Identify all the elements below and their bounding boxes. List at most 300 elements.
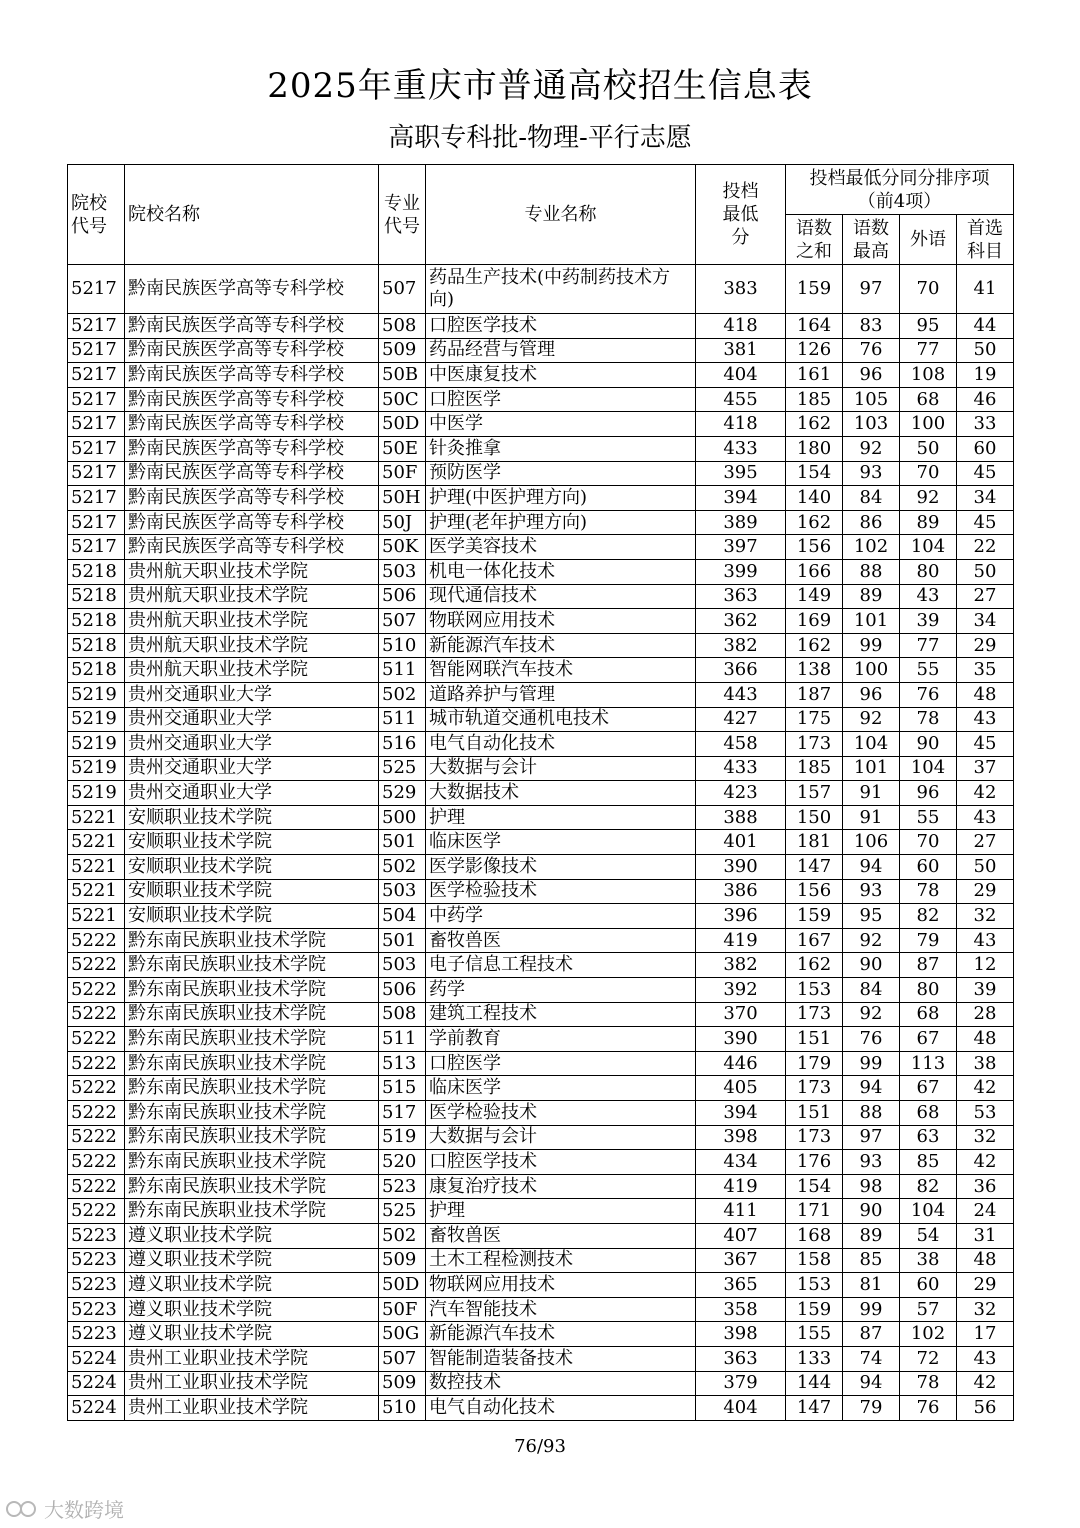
- cell-school-name: 安顺职业技术学院: [125, 879, 379, 904]
- cell-school-code: 5218: [68, 559, 125, 584]
- cell-major-name: 电气自动化技术: [426, 1396, 696, 1421]
- cell-min-score: 381: [696, 338, 786, 363]
- cell-foreign-language: 85: [900, 1150, 957, 1175]
- cell-school-code: 5219: [68, 781, 125, 806]
- cell-foreign-language: 57: [900, 1297, 957, 1322]
- cell-major-code: 50D: [379, 412, 426, 437]
- cell-first-elective: 43: [957, 805, 1014, 830]
- cell-min-score: 396: [696, 904, 786, 929]
- cell-chinese-math-max: 101: [843, 756, 900, 781]
- cell-major-code: 506: [379, 978, 426, 1003]
- cell-chinese-math-max: 79: [843, 1396, 900, 1421]
- cell-school-code: 5217: [68, 510, 125, 535]
- cell-min-score: 401: [696, 830, 786, 855]
- watermark-logo-icon: [4, 1498, 40, 1520]
- document-subtitle: 高职专科批-物理-平行志愿: [388, 123, 692, 153]
- cell-major-name: 中医康复技术: [426, 363, 696, 388]
- cell-school-name: 黔南民族医学高等专科学校: [125, 363, 379, 388]
- cell-chinese-math-sum: 173: [786, 1002, 843, 1027]
- cell-min-score: 363: [696, 584, 786, 609]
- cell-chinese-math-sum: 185: [786, 756, 843, 781]
- cell-foreign-language: 100: [900, 412, 957, 437]
- cell-school-name: 黔东南民族职业技术学院: [125, 1199, 379, 1224]
- cell-min-score: 398: [696, 1322, 786, 1347]
- cell-school-code: 5224: [68, 1346, 125, 1371]
- cell-foreign-language: 67: [900, 1027, 957, 1052]
- cell-major-name: 大数据与会计: [426, 756, 696, 781]
- cell-first-elective: 48: [957, 1248, 1014, 1273]
- cell-foreign-language: 78: [900, 1371, 957, 1396]
- cell-min-score: 399: [696, 559, 786, 584]
- cell-foreign-language: 102: [900, 1322, 957, 1347]
- cell-min-score: 363: [696, 1346, 786, 1371]
- table-row: [68, 559, 1014, 584]
- cell-foreign-language: 90: [900, 732, 957, 757]
- cell-school-name: 黔南民族医学高等专科学校: [125, 535, 379, 560]
- cell-min-score: 394: [696, 1101, 786, 1126]
- cell-major-name: 建筑工程技术: [426, 1002, 696, 1027]
- cell-min-score: 370: [696, 1002, 786, 1027]
- cell-foreign-language: 77: [900, 633, 957, 658]
- cell-major-code: 511: [379, 707, 426, 732]
- cell-school-code: 5223: [68, 1223, 125, 1248]
- cell-school-code: 5222: [68, 1174, 125, 1199]
- cell-chinese-math-max: 74: [843, 1346, 900, 1371]
- cell-major-code: 503: [379, 953, 426, 978]
- cell-school-code: 5221: [68, 805, 125, 830]
- cell-first-elective: 48: [957, 682, 1014, 707]
- cell-chinese-math-sum: 147: [786, 855, 843, 880]
- cell-major-code: 501: [379, 928, 426, 953]
- cell-chinese-math-max: 106: [843, 830, 900, 855]
- cell-foreign-language: 82: [900, 904, 957, 929]
- cell-major-name: 现代通信技术: [426, 584, 696, 609]
- admission-table: [67, 164, 1014, 1421]
- cell-chinese-math-max: 93: [843, 879, 900, 904]
- cell-chinese-math-sum: 179: [786, 1051, 843, 1076]
- cell-major-name: 中医学: [426, 412, 696, 437]
- cell-major-name: 城市轨道交通机电技术: [426, 707, 696, 732]
- cell-first-elective: 36: [957, 1174, 1014, 1199]
- cell-min-score: 427: [696, 707, 786, 732]
- cell-foreign-language: 104: [900, 535, 957, 560]
- cell-school-name: 贵州交通职业大学: [125, 781, 379, 806]
- cell-school-code: 5217: [68, 412, 125, 437]
- cell-min-score: 405: [696, 1076, 786, 1101]
- cell-major-code: 50E: [379, 436, 426, 461]
- cell-first-elective: 43: [957, 928, 1014, 953]
- table-row: [68, 314, 1014, 339]
- cell-major-name: 机电一体化技术: [426, 559, 696, 584]
- cell-chinese-math-max: 84: [843, 486, 900, 511]
- cell-foreign-language: 43: [900, 584, 957, 609]
- cell-major-name: 土木工程检测技术: [426, 1248, 696, 1273]
- cell-school-name: 安顺职业技术学院: [125, 855, 379, 880]
- cell-chinese-math-max: 94: [843, 1371, 900, 1396]
- cell-major-name: 药学: [426, 978, 696, 1003]
- cell-first-elective: 19: [957, 363, 1014, 388]
- cell-school-name: 黔南民族医学高等专科学校: [125, 338, 379, 363]
- cell-school-name: 黔东南民族职业技术学院: [125, 1002, 379, 1027]
- cell-min-score: 419: [696, 928, 786, 953]
- cell-major-code: 50K: [379, 535, 426, 560]
- cell-chinese-math-sum: 149: [786, 584, 843, 609]
- cell-min-score: 404: [696, 1396, 786, 1421]
- cell-min-score: 407: [696, 1223, 786, 1248]
- cell-school-code: 5217: [68, 363, 125, 388]
- cell-chinese-math-max: 96: [843, 363, 900, 388]
- cell-school-code: 5222: [68, 928, 125, 953]
- cell-major-code: 50F: [379, 461, 426, 486]
- cell-school-name: 黔东南民族职业技术学院: [125, 953, 379, 978]
- cell-major-name: 医学影像技术: [426, 855, 696, 880]
- cell-major-code: 525: [379, 756, 426, 781]
- cell-foreign-language: 113: [900, 1051, 957, 1076]
- cell-min-score: 358: [696, 1297, 786, 1322]
- cell-chinese-math-max: 95: [843, 904, 900, 929]
- cell-foreign-language: 78: [900, 879, 957, 904]
- cell-major-code: 507: [379, 609, 426, 634]
- cell-major-code: 510: [379, 633, 426, 658]
- cell-chinese-math-max: 89: [843, 584, 900, 609]
- cell-school-name: 贵州工业职业技术学院: [125, 1346, 379, 1371]
- cell-major-name: 口腔医学: [426, 1051, 696, 1076]
- cell-foreign-language: 80: [900, 978, 957, 1003]
- cell-min-score: 433: [696, 436, 786, 461]
- cell-chinese-math-sum: 138: [786, 658, 843, 683]
- cell-school-name: 安顺职业技术学院: [125, 904, 379, 929]
- cell-first-elective: 50: [957, 855, 1014, 880]
- cell-school-name: 贵州航天职业技术学院: [125, 609, 379, 634]
- cell-first-elective: 33: [957, 412, 1014, 437]
- cell-first-elective: 41: [957, 265, 1014, 314]
- cell-school-code: 5222: [68, 953, 125, 978]
- table-row: [68, 855, 1014, 880]
- cell-foreign-language: 80: [900, 559, 957, 584]
- cell-first-elective: 32: [957, 904, 1014, 929]
- cell-major-code: 509: [379, 338, 426, 363]
- cell-first-elective: 34: [957, 486, 1014, 511]
- header-school-code: 院校代号: [68, 165, 125, 265]
- cell-major-code: 50H: [379, 486, 426, 511]
- cell-first-elective: 45: [957, 510, 1014, 535]
- cell-foreign-language: 104: [900, 756, 957, 781]
- cell-chinese-math-max: 92: [843, 436, 900, 461]
- cell-school-name: 黔南民族医学高等专科学校: [125, 387, 379, 412]
- table-row: [68, 1051, 1014, 1076]
- cell-major-name: 康复治疗技术: [426, 1174, 696, 1199]
- cell-min-score: 390: [696, 1027, 786, 1052]
- header-min-score: 投档最低分: [696, 165, 786, 265]
- table-row: [68, 1101, 1014, 1126]
- cell-major-code: 50D: [379, 1273, 426, 1298]
- cell-school-name: 贵州交通职业大学: [125, 682, 379, 707]
- cell-major-code: 50C: [379, 387, 426, 412]
- cell-chinese-math-sum: 175: [786, 707, 843, 732]
- cell-major-code: 507: [379, 1346, 426, 1371]
- cell-first-elective: 43: [957, 707, 1014, 732]
- cell-major-code: 511: [379, 658, 426, 683]
- cell-min-score: 395: [696, 461, 786, 486]
- cell-first-elective: 28: [957, 1002, 1014, 1027]
- cell-chinese-math-max: 99: [843, 633, 900, 658]
- cell-school-code: 5222: [68, 1076, 125, 1101]
- cell-major-code: 507: [379, 265, 426, 314]
- cell-min-score: 367: [696, 1248, 786, 1273]
- table-row: [68, 658, 1014, 683]
- cell-foreign-language: 77: [900, 338, 957, 363]
- cell-school-name: 黔东南民族职业技术学院: [125, 1027, 379, 1052]
- cell-chinese-math-max: 93: [843, 1150, 900, 1175]
- cell-school-code: 5222: [68, 1002, 125, 1027]
- table-row: [68, 805, 1014, 830]
- cell-chinese-math-sum: 168: [786, 1223, 843, 1248]
- cell-school-name: 黔南民族医学高等专科学校: [125, 510, 379, 535]
- cell-major-name: 预防医学: [426, 461, 696, 486]
- table-row: [68, 707, 1014, 732]
- table-row: [68, 1223, 1014, 1248]
- cell-major-name: 护理: [426, 1199, 696, 1224]
- cell-major-code: 523: [379, 1174, 426, 1199]
- cell-major-name: 智能网联汽车技术: [426, 658, 696, 683]
- cell-first-elective: 50: [957, 338, 1014, 363]
- cell-school-code: 5217: [68, 436, 125, 461]
- cell-foreign-language: 108: [900, 363, 957, 388]
- cell-min-score: 383: [696, 265, 786, 314]
- cell-school-code: 5224: [68, 1371, 125, 1396]
- cell-foreign-language: 89: [900, 510, 957, 535]
- cell-chinese-math-sum: 153: [786, 1273, 843, 1298]
- cell-min-score: 398: [696, 1125, 786, 1150]
- header-school-name: 院校名称: [125, 165, 379, 265]
- cell-major-name: 物联网应用技术: [426, 1273, 696, 1298]
- cell-major-name: 电气自动化技术: [426, 732, 696, 757]
- cell-chinese-math-sum: 133: [786, 1346, 843, 1371]
- cell-school-code: 5223: [68, 1297, 125, 1322]
- cell-min-score: 458: [696, 732, 786, 757]
- cell-major-name: 智能制造装备技术: [426, 1346, 696, 1371]
- cell-school-name: 黔南民族医学高等专科学校: [125, 461, 379, 486]
- cell-min-score: 404: [696, 363, 786, 388]
- cell-foreign-language: 63: [900, 1125, 957, 1150]
- cell-school-code: 5218: [68, 633, 125, 658]
- cell-first-elective: 27: [957, 830, 1014, 855]
- cell-major-code: 502: [379, 1223, 426, 1248]
- document-title: 2025年重庆市普通高校招生信息表: [267, 66, 813, 106]
- cell-major-name: 大数据技术: [426, 781, 696, 806]
- table-row: [68, 1297, 1014, 1322]
- cell-major-code: 517: [379, 1101, 426, 1126]
- cell-chinese-math-sum: 162: [786, 953, 843, 978]
- header-major-code: 专业代号: [379, 165, 426, 265]
- cell-min-score: 455: [696, 387, 786, 412]
- cell-foreign-language: 92: [900, 486, 957, 511]
- cell-major-code: 509: [379, 1371, 426, 1396]
- cell-foreign-language: 68: [900, 1101, 957, 1126]
- cell-min-score: 418: [696, 314, 786, 339]
- page-number: 76/93: [514, 1436, 566, 1457]
- cell-school-code: 5221: [68, 830, 125, 855]
- cell-school-name: 黔东南民族职业技术学院: [125, 1051, 379, 1076]
- cell-first-elective: 53: [957, 1101, 1014, 1126]
- cell-chinese-math-max: 98: [843, 1174, 900, 1199]
- cell-chinese-math-sum: 185: [786, 387, 843, 412]
- cell-chinese-math-sum: 153: [786, 978, 843, 1003]
- cell-chinese-math-max: 94: [843, 1076, 900, 1101]
- cell-chinese-math-sum: 144: [786, 1371, 843, 1396]
- cell-major-code: 50F: [379, 1297, 426, 1322]
- cell-major-name: 电子信息工程技术: [426, 953, 696, 978]
- table-row: [68, 535, 1014, 560]
- cell-first-elective: 60: [957, 436, 1014, 461]
- cell-major-code: 500: [379, 805, 426, 830]
- cell-major-code: 513: [379, 1051, 426, 1076]
- cell-chinese-math-max: 100: [843, 658, 900, 683]
- cell-foreign-language: 78: [900, 707, 957, 732]
- cell-first-elective: 45: [957, 732, 1014, 757]
- cell-major-name: 临床医学: [426, 1076, 696, 1101]
- cell-first-elective: 42: [957, 1371, 1014, 1396]
- cell-first-elective: 44: [957, 314, 1014, 339]
- cell-major-code: 501: [379, 830, 426, 855]
- table-row: [68, 338, 1014, 363]
- cell-major-code: 520: [379, 1150, 426, 1175]
- cell-chinese-math-sum: 158: [786, 1248, 843, 1273]
- cell-first-elective: 32: [957, 1125, 1014, 1150]
- cell-chinese-math-sum: 151: [786, 1101, 843, 1126]
- table-row: [68, 879, 1014, 904]
- cell-school-name: 遵义职业技术学院: [125, 1273, 379, 1298]
- cell-school-name: 黔东南民族职业技术学院: [125, 928, 379, 953]
- cell-chinese-math-max: 91: [843, 805, 900, 830]
- table-row: [68, 486, 1014, 511]
- cell-chinese-math-max: 96: [843, 682, 900, 707]
- cell-chinese-math-max: 81: [843, 1273, 900, 1298]
- cell-chinese-math-max: 99: [843, 1051, 900, 1076]
- cell-first-elective: 48: [957, 1027, 1014, 1052]
- cell-chinese-math-sum: 156: [786, 879, 843, 904]
- cell-min-score: 362: [696, 609, 786, 634]
- cell-min-score: 433: [696, 756, 786, 781]
- cell-min-score: 434: [696, 1150, 786, 1175]
- table-row: [68, 1346, 1014, 1371]
- cell-chinese-math-sum: 169: [786, 609, 843, 634]
- cell-major-name: 针灸推拿: [426, 436, 696, 461]
- cell-chinese-math-sum: 157: [786, 781, 843, 806]
- cell-major-name: 护理(老年护理方向): [426, 510, 696, 535]
- cell-major-name: 护理: [426, 805, 696, 830]
- cell-school-name: 贵州工业职业技术学院: [125, 1396, 379, 1421]
- cell-first-elective: 43: [957, 1346, 1014, 1371]
- cell-chinese-math-max: 103: [843, 412, 900, 437]
- table-row: [68, 584, 1014, 609]
- cell-chinese-math-sum: 187: [786, 682, 843, 707]
- cell-chinese-math-sum: 171: [786, 1199, 843, 1224]
- cell-school-code: 5221: [68, 855, 125, 880]
- cell-chinese-math-sum: 166: [786, 559, 843, 584]
- cell-school-code: 5219: [68, 756, 125, 781]
- cell-first-elective: 34: [957, 609, 1014, 634]
- cell-chinese-math-sum: 151: [786, 1027, 843, 1052]
- cell-foreign-language: 82: [900, 1174, 957, 1199]
- cell-major-name: 畜牧兽医: [426, 928, 696, 953]
- table-row: [68, 461, 1014, 486]
- cell-major-name: 道路养护与管理: [426, 682, 696, 707]
- cell-school-code: 5217: [68, 486, 125, 511]
- cell-school-code: 5222: [68, 1199, 125, 1224]
- table-row: [68, 633, 1014, 658]
- cell-chinese-math-max: 101: [843, 609, 900, 634]
- cell-school-name: 黔南民族医学高等专科学校: [125, 436, 379, 461]
- cell-foreign-language: 70: [900, 265, 957, 314]
- cell-foreign-language: 104: [900, 1199, 957, 1224]
- cell-chinese-math-max: 104: [843, 732, 900, 757]
- cell-foreign-language: 67: [900, 1076, 957, 1101]
- cell-chinese-math-max: 92: [843, 1002, 900, 1027]
- cell-school-code: 5218: [68, 584, 125, 609]
- cell-first-elective: 17: [957, 1322, 1014, 1347]
- cell-school-name: 遵义职业技术学院: [125, 1322, 379, 1347]
- cell-min-score: 446: [696, 1051, 786, 1076]
- cell-chinese-math-max: 99: [843, 1297, 900, 1322]
- table-row: [68, 510, 1014, 535]
- cell-foreign-language: 50: [900, 436, 957, 461]
- cell-school-code: 5223: [68, 1248, 125, 1273]
- cell-school-code: 5219: [68, 707, 125, 732]
- cell-chinese-math-sum: 140: [786, 486, 843, 511]
- cell-chinese-math-max: 90: [843, 1199, 900, 1224]
- cell-chinese-math-sum: 126: [786, 338, 843, 363]
- cell-first-elective: 37: [957, 756, 1014, 781]
- cell-major-name: 新能源汽车技术: [426, 1322, 696, 1347]
- cell-school-name: 黔东南民族职业技术学院: [125, 1150, 379, 1175]
- cell-school-name: 黔南民族医学高等专科学校: [125, 412, 379, 437]
- cell-chinese-math-sum: 176: [786, 1150, 843, 1175]
- cell-chinese-math-sum: 167: [786, 928, 843, 953]
- cell-school-code: 5219: [68, 732, 125, 757]
- cell-major-name: 临床医学: [426, 830, 696, 855]
- cell-chinese-math-sum: 162: [786, 633, 843, 658]
- cell-school-name: 贵州航天职业技术学院: [125, 633, 379, 658]
- cell-major-code: 508: [379, 1002, 426, 1027]
- watermark: [4, 1494, 124, 1523]
- cell-min-score: 443: [696, 682, 786, 707]
- cell-school-code: 5217: [68, 265, 125, 314]
- table-row: [68, 1273, 1014, 1298]
- cell-chinese-math-max: 89: [843, 1223, 900, 1248]
- cell-major-code: 511: [379, 1027, 426, 1052]
- cell-chinese-math-max: 105: [843, 387, 900, 412]
- cell-school-code: 5218: [68, 609, 125, 634]
- cell-min-score: 390: [696, 855, 786, 880]
- table-row: [68, 1322, 1014, 1347]
- cell-first-elective: 31: [957, 1223, 1014, 1248]
- cell-major-name: 中药学: [426, 904, 696, 929]
- cell-major-name: 汽车智能技术: [426, 1297, 696, 1322]
- table-row: [68, 732, 1014, 757]
- table-body: [68, 265, 1014, 1421]
- cell-chinese-math-sum: 155: [786, 1322, 843, 1347]
- cell-chinese-math-sum: 173: [786, 1076, 843, 1101]
- cell-chinese-math-sum: 164: [786, 314, 843, 339]
- cell-school-code: 5217: [68, 535, 125, 560]
- cell-first-elective: 29: [957, 879, 1014, 904]
- cell-chinese-math-sum: 162: [786, 510, 843, 535]
- cell-major-code: 509: [379, 1248, 426, 1273]
- cell-foreign-language: 60: [900, 1273, 957, 1298]
- cell-first-elective: 56: [957, 1396, 1014, 1421]
- cell-first-elective: 46: [957, 387, 1014, 412]
